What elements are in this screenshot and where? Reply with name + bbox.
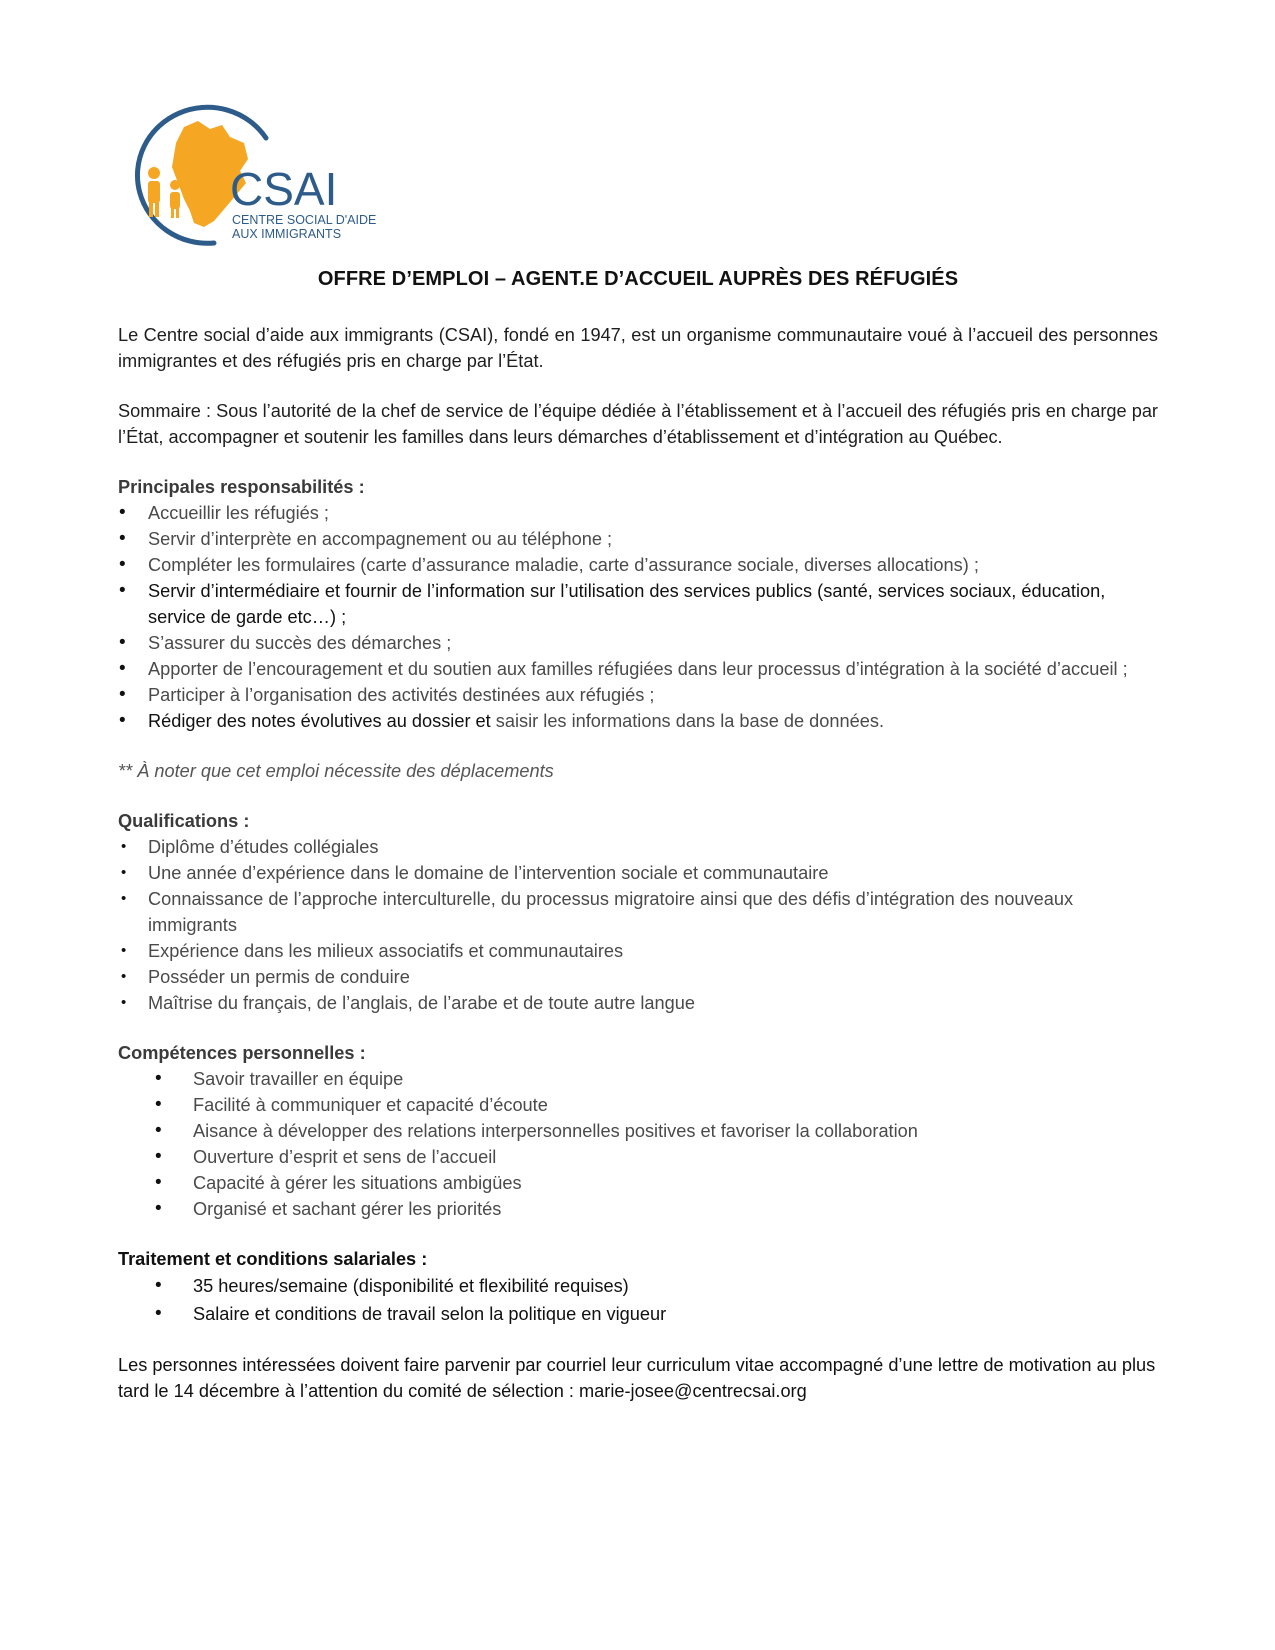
list-item-part1: Rédiger des notes évolutives au dossier et	[148, 711, 491, 731]
list-item: • Apporter de l’encouragement et du soutien aux familles réfugiées dans leur processus d’intégration à la société d’accueil ;	[118, 656, 1158, 682]
list-item: • Participer à l’organisation des activités destinées aux réfugiés ;	[118, 682, 1158, 708]
logo-line2: AUX IMMIGRANTS	[232, 227, 342, 241]
competences-list	[118, 1066, 1158, 1222]
conditions-list	[118, 1272, 1158, 1328]
competences-heading: Compétences personnelles :	[118, 1043, 366, 1063]
list-item: • 35 heures/semaine (disponibilité et flexibilité requises)	[118, 1272, 1158, 1300]
list-item: • Ouverture d’esprit et sens de l’accueil	[118, 1144, 1158, 1170]
list-item: • Une année d’expérience dans le domaine de l’intervention sociale et communautaire	[118, 860, 1158, 886]
travel-note: ** À noter que cet emploi nécessite des déplacements	[118, 761, 554, 781]
list-item: • Maîtrise du français, de l’anglais, de l’arabe et de toute autre langue	[118, 990, 1158, 1016]
responsibilities-list	[118, 500, 1158, 734]
list-item: • Facilité à communiquer et capacité d’écoute	[118, 1092, 1158, 1118]
list-item: • Salaire et conditions de travail selon la politique en vigueur	[118, 1300, 1158, 1328]
list-item: • Accueillir les réfugiés ;	[118, 500, 1158, 526]
summary-paragraph: Sommaire : Sous l’autorité de la chef de service de l’équipe dédiée à l’établissement et à l’accueil des réfugiés pris en charge par l’État, accompagner et soutenir les familles dans leurs démarches d’établissement et d’intégration au Québec.	[118, 401, 1158, 447]
list-item: • Servir d’intermédiaire et fournir de l’information sur l’utilisation des services publics (santé, services sociaux, éducation, service de garde etc…) ;	[118, 578, 1158, 630]
logo-acronym: CSAI	[230, 163, 338, 215]
intro-paragraph: Le Centre social d’aide aux immigrants (CSAI), fondé en 1947, est un organisme communautaire voué à l’accueil des personnes immigrantes et des réfugiés pris en charge par l’État.	[118, 325, 1158, 371]
list-item: • Servir d’interprète en accompagnement ou au téléphone ;	[118, 526, 1158, 552]
list-item: • Savoir travailler en équipe	[118, 1066, 1158, 1092]
responsibilities-heading: Principales responsabilités :	[118, 477, 365, 497]
qualifications-list	[118, 834, 1158, 1016]
list-item: • Aisance à développer des relations interpersonnelles positives et favoriser la collaboration	[118, 1118, 1158, 1144]
list-item: • Diplôme d’études collégiales	[118, 834, 1158, 860]
list-item: • Compléter les formulaires (carte d’assurance maladie, carte d’assurance sociale, diverses allocations) ;	[118, 552, 1158, 578]
list-item: • S’assurer du succès des démarches ;	[118, 630, 1158, 656]
page-title: OFFRE D’EMPLOI – AGENT.E D’ACCUEIL AUPRÈS DES RÉFUGIÉS	[317, 268, 959, 290]
list-item-part2: saisir les informations dans la base de données.	[490, 711, 885, 731]
logo-line1: CENTRE SOCIAL D'AIDE	[232, 213, 377, 227]
qualifications-heading: Qualifications :	[118, 811, 250, 831]
closing-paragraph: Les personnes intéressées doivent faire parvenir par courriel leur curriculum vitae accompagné d’une lettre de motivation au plus tard le 14 décembre à l’attention du comité de sélection : marie-josee@centrecsai.org	[118, 1355, 1156, 1401]
list-item	[118, 708, 1158, 734]
list-item: • Connaissance de l’approche interculturelle, du processus migratoire ainsi que des défis d’intégration des nouveaux immigrants	[118, 886, 1158, 938]
list-item: • Expérience dans les milieux associatifs et communautaires	[118, 938, 1158, 964]
conditions-heading: Traitement et conditions salariales :	[118, 1249, 428, 1269]
list-item: • Organisé et sachant gérer les priorités	[118, 1196, 1158, 1222]
list-item: • Posséder un permis de conduire	[118, 964, 1158, 990]
csai-logo-graphic	[118, 103, 388, 258]
csai-logo	[118, 103, 388, 258]
list-item: • Capacité à gérer les situations ambigües	[118, 1170, 1158, 1196]
document-body	[118, 266, 1158, 1404]
